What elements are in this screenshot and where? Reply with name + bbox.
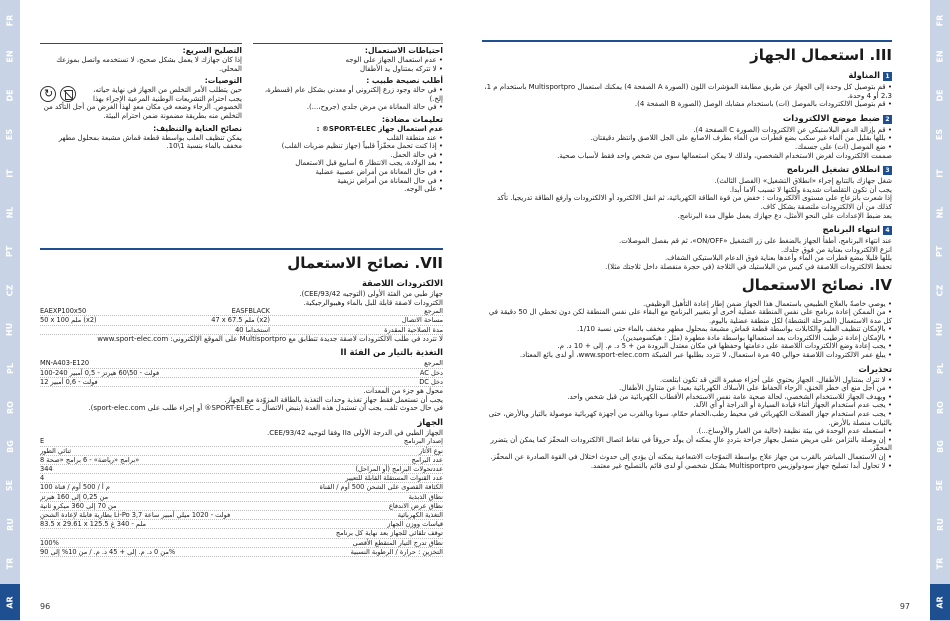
crossed-bin-icon	[60, 86, 76, 102]
lang-tab-tr[interactable]: TR	[5, 557, 15, 569]
lang-tab-ar[interactable]: AR	[0, 584, 20, 620]
contraindications-list: • عند منطقة القلب • إذا كنت تحمل محفّزاً قلبياً (جهاز تنظيم ضربات القلب) • في حالة الحمل. • بعد الولادة، يجب الانتظار 6 أسابيع قبل الاستعمال • في حال المعاناة من أمراض عصبية عضلية • في حال المعاناة من أمراض نزيفية • على الوجه.	[253, 134, 443, 194]
recommendations-text: حين يتطلب الأمر التخلص من الجهاز في نهاية حياته، يجب احترام التشريعات الوطنية المرعية الإجراء بهذا الخصوص. الرجاء وضعه في مكان معدٍ لهذا الغرض من أجل التأكد من التخلص منه بطريقة مضمونة ضمن احترام البيئة.	[43, 86, 242, 120]
lang-tab-ru[interactable]: RU	[5, 517, 15, 531]
page-number-right: 97	[899, 602, 910, 611]
cleaning-heading: نصائح العناية والتنظيف:	[153, 123, 242, 133]
lang-tab-es[interactable]: ES	[5, 128, 15, 140]
lang-tab-it[interactable]: IT	[935, 168, 945, 178]
recycle-icon	[40, 86, 56, 102]
lang-tab-nl[interactable]: NL	[5, 206, 15, 218]
lang-tab-ro[interactable]: RO	[935, 400, 945, 414]
lang-tab-pt[interactable]: PT	[5, 245, 15, 257]
charger-heading: التغذية بالتيار من الفئة II	[340, 347, 443, 358]
device-heading: الجهاز	[417, 416, 443, 427]
lang-tab-fr[interactable]: FR	[5, 14, 15, 26]
page-number-left: 96	[40, 602, 51, 611]
lang-tab-de[interactable]: DE	[5, 88, 15, 102]
section-7-title: VII. نصائح الاستعمال	[40, 248, 443, 274]
precautions-heading: احتياطات الاستعمال:	[253, 43, 443, 55]
device-table	[40, 437, 443, 557]
lang-tab-bg[interactable]: BG	[935, 439, 945, 453]
lang-tab-es[interactable]: ES	[935, 128, 945, 140]
section-3-2-list: • قم بإزالة الدعم البلاستيكي عن الالكترودات (الصورة C الصفحة 4). • بللها بقليل من الماء غير سكب بضع قطرات من الماء بطرف الاصابع على الجل اللاصق وانتظر دقيقتان. • ضع الموصل (ات) على جسمك.	[482, 126, 892, 152]
quick-fix-text: إذا كان جهازك لا يعمل بشكل صحيح، لا تستخدمه واتصل بموزعك المحلي.	[56, 56, 242, 73]
lang-tab-tr[interactable]: TR	[935, 557, 945, 569]
warnings-list: • لا تترك بمتناول الأطفال. الجهاز يحتوي على أجزاء صغيرة التي قد تكون ابتلعت. • من أجل منع أي خطر الخنق، الرجاء الحفاظ على الأسلاك الكهربائية بعيدا عن متناول الأطفال. • ويهدف الجهاز للاستخدام الشخصي، لحالة صحية عامة نفس الاستخدام الأقطاب الكهربائية من قبل شخص واحد. • يجب عدم استخدام الجهاز أثناء قيادة السيارة أو الدراجة أو أي الآلة. • يجب عدم استخدام جهاز العضلات الكهربائي في محيط رطب،الحمام حمّام، سونا وبالقرب من أجهزة كهربائية موصولة بالتيار وبالأرض، حتى بالثياب منصلة بالأرض. • استعمله عدم الوحدة في بيئة نظيفة (خالية من الغبار والأوساخ...). • إن وصلة بالتزامن على مريض متصل بجهاز جراحة بترددٍ عالٍ يمكنه أن يولّد حروقاً في نقاط اتصال الالكترودات المحفّز كما يمكن أن يتضرر المحفّز. • إن الاستعمال المباشر بالقرب من جهاز علاج بواسطة التموّجات الاشعاعية يمكنه أن يؤدي إلى حدوث اختلال في القوة الصادرة عن المحفّز. • لا تحاول أبدا تصليح جهاز سودولوزيس Multisportpro بشكل شخصي أو لدى قائم بالتصليح غير معتمد.	[482, 376, 892, 471]
cleaning-text: يمكن تنظيف العلب بواسطة قطعة قماش مشبعة بمحلول مطهر مخفف بالماء بنسبة 1\10.	[58, 133, 242, 151]
contraindications-heading: تعليمات مضادة:	[381, 114, 443, 124]
language-strip-right	[930, 0, 950, 621]
section-4-title: IV. نصائح الاستعمال	[741, 275, 892, 294]
table-row: عدد البرامج 8 برامج «رياضة» - 6 برامج «صحة»	[40, 455, 443, 464]
lang-tab-nl[interactable]: NL	[935, 206, 945, 218]
recommendations-heading: التوصيات:	[204, 76, 242, 86]
section-3-2-heading: 2ضبط موضع الالكترودات	[482, 113, 892, 124]
lang-tab-pt[interactable]: PT	[935, 245, 945, 257]
table-row: دخل AC 100-240 فولت - 50\60 هيرتز - 0,5 أمبير	[40, 368, 443, 377]
medical-advice-heading: أطلب نصيحة طبيب :	[366, 76, 443, 86]
lang-tab-hu[interactable]: HU	[935, 322, 945, 336]
table-row: نوع الأثار ثنائي الطور	[40, 446, 443, 455]
table-row: توقف تلقائي للجهاز بعد نهاية كل برنامج	[40, 529, 443, 538]
electrodes-heading: الالكترودات اللاصقة	[361, 278, 443, 288]
lang-tab-cz[interactable]: CZ	[5, 284, 15, 296]
section-3-2-note: صممت الالكترودات لغرض الاستخدام الشخصي، ولذلك لا يمكن استعمالها سوى من شخص واحد فقط لأسباب صحية.	[557, 151, 892, 160]
section-3-1-list: • قم بتوصيل كل وحدة إلى الجهاز عن طريق مطابقة المؤشرات اللون (الصورة A الصفحة 4) يمكنك استعمال Multisportpro باستخدام م 1، 2،3 أو 4 وحدة. • قم بتوصيل الالكترودات بالموصل (ات) باستخدام مشابك الوصل (الصورة B الصفحة 4).	[482, 83, 892, 109]
precautions-list: • عدم استعمال الجهاز على الوجه • لا تتركه بمتناول يد الأطفال	[253, 56, 443, 73]
table-row: التغذية الكهربائية بطارية قابلة لإعادة الشحن Li-Po 3,7 فولت - 1020 ميلي أمبير ساعة	[40, 511, 443, 519]
lang-tab-bg[interactable]: BG	[5, 439, 15, 453]
table-row: قياسات ووزن الجهاز 83.5 x 29.61 x 125.5 ملم - 340 غ	[40, 520, 443, 529]
lang-tab-pl[interactable]: PL	[935, 362, 945, 374]
table-row: إصدار البرنامج E	[40, 437, 443, 446]
table-row: الكثافة القصوى على الشحن 500 أوم / القناة 100 م أ / 500 أوم / قناة	[40, 483, 443, 492]
lang-tab-en[interactable]: EN	[935, 49, 945, 63]
lang-tab-hu[interactable]: HU	[5, 322, 15, 336]
quickfix-column	[40, 40, 242, 245]
precautions-column	[253, 40, 443, 245]
section-7-column: VII. نصائح الاستعمال الالكترودات اللاصقة جهاز طبي من الفئة الأولى (التوجيه 93/42/CEE). الكترودات لاصقة قابلة للبل بالماء وهيبوالرجيكية. المرجع EAEXP100x50 EASFBLACK مساحة الاتصال 50 x 100 ملم (x2) 47 x 67.5 ملم (x2) مدة الصلاحية المقدرة 40 استخداما لا تتردد في طلب الالكترودات لاصقة جديدة تتطابق مع Multisportpro على الموقع الإلكتروني: www.sport-elec.com التغذية بالتيار من الفئة II المرجع MN-A403-E120 دخل AC 100-240 فولت - 50\60 هيرتز - 0,5 أمبير دخل DC 12 فولت - 0,6 أمبير محول هو جزء من المعدات. يجب أن تستعمل فقط جهاز تغذية وحدات التغذية بالطاقة المزوّدة مع الجهاز. في حال حدوث تلف، يجب أن تستبدل هذه الغدة (بنبض الاتصال بـ SPORT-ELEC® أو إجراء طلب على sport-elec.com). الجهاز الجهاز الطبي في الدرجة الأولى IIa وفقا لتوجيه 93/42/CEE. إصدار البرنامج E نوع الأثار ثنائي الطور عدد البرامج 8 برامج «رياضة» - 6 برامج «صحة» عددتحولات البرامج (أو المراحل) 344 عدد القنوات المستقلة القابلة للتعيير 4 الكثافة القصوى على الشحن 500 أوم / القناة 100 م أ / 500 أوم / قناة نطاق الذبذبة من 0,25 إلى 160 هيرتز نطاق عرض الاندفاع من 70 إلى 360 ميكرو ثانية التغذية الكهربائية بطارية قابلة لإعادة الشحن Li-Po 3,7 فولت - 1020 ميلي أمبير ساعة قياسات ووزن الجهاز 83.5 x 29.61 x 125.5 ملم - 340 غ توقف تلقائي للجهاز بعد نهاية كل برنامج نطاق تدرج التيار المتقطع الأقصى 100% التخزين : حرارة / الرطوبة النسبية من 0 د. م. إلى + 45 د. م. / من 10% إلى 90%	[40, 248, 443, 593]
lang-tab-se[interactable]: SE	[5, 479, 15, 491]
table-row: عدد القنوات المستقلة القابلة للتعيير 4	[40, 474, 443, 483]
section-4-list: • يوصي خاصةً بالعلاج الطبيعي باستعمال هذا الجهاز ضمن إطار إعادة التأهيل الوظيفي. • من الممكن إعادة برنامج على نفس المنطقة عضلية أخرى أو بتغيير البرنامج مع البقاء على نفس المنطقة لكن دون تخطي ال 50 دقيقة في كل مدة الاستعمال (المرحلة النشطة) لكل منطقة عضلية باليوم. • بالإمكان تنظيف العلبة والكابلات بواسطة قطعة قماش مشبعة بمحلول مطهر مخفف بالماء حتى نسبة 1/10. • بالإمكان إعادة ترطيب الالكترودات بعد استعمالها بواسطة مادة مطهرة (مثل : هيكسوميدين). • يجب إعادة وضع الالكترودات اللاصقة على دعامتها وحفظها في مكان معتدل البرودة من + 5 د. م. إلى + 10 د. م. • يبلغ عمر الالكترودات اللاصقة حوالي 40 مرة استعمال، لا تتردد بطلبها عبر الشبكة www.sport-elec.com، أو لدى بائع المعتاد.	[482, 300, 892, 360]
lang-tab-se[interactable]: SE	[935, 479, 945, 491]
section-3-3-heading: 3انطلاق تشغيل البرنامج	[482, 164, 892, 175]
table-row: دخل DC 12 فولت - 0,6 أمبير	[40, 377, 443, 386]
quick-fix-heading: التصليح السريع:	[40, 43, 242, 55]
lang-tab-ru[interactable]: RU	[935, 517, 945, 531]
charger-table	[40, 359, 443, 387]
lang-tab-it[interactable]: IT	[5, 168, 15, 178]
table-row: نطاق الذبذبة من 0,25 إلى 160 هيرتز	[40, 492, 443, 501]
lang-tab-cz[interactable]: CZ	[935, 284, 945, 296]
section-3-title: III. استعمال الجهاز	[482, 40, 892, 66]
table-row: مدة الصلاحية المقدرة 40 استخداما	[40, 326, 443, 335]
contraindications-intro: عدم استعمال جهاز SPORT-ELEC® :	[316, 124, 443, 133]
order-electrodes-note: لا تتردد في طلب الالكترودات لاصقة جديدة تتطابق مع Multisportpro على الموقع الإلكتروني: www.sport-elec.com	[97, 334, 443, 343]
table-row: نطاق تدرج التيار المتقطع الأقصى 100%	[40, 538, 443, 547]
right-page-column: III. استعمال الجهاز 1المناولة • قم بتوصيل كل وحدة إلى الجهاز عن طريق مطابقة المؤشرات اللون (الصورة A الصفحة 4) يمكنك استعمال Multisportpro باستخدام م 1، 2،3 أو 4 وحدة. • قم بتوصيل الالكترودات بالموصل (ات) باستخدام مشابك الوصل (الصورة B الصفحة 4). 2ضبط موضع الالكترودات • قم بإزالة الدعم البلاستيكي عن الالكترودات (الصورة C الصفحة 4). • بللها بقليل من الماء غير سكب بضع قطرات من الماء بطرف الاصابع على الجل اللاصق وانتظر دقيقتان. • ضع الموصل (ات) على جسمك. صممت الالكترودات لغرض الاستخدام الشخصي، ولذلك لا يمكن استعمالها سوى من شخص واحد فقط لأسباب صحية. 3انطلاق تشغيل البرنامج شغل جهازك بالتتابع إجراء «انطلاق التشغيل» (الفصل الثالث). يجب أن تكون التقلصات شديدة ولكنها لا تسبب آلاما أبدا. إذا شعرت بانزعاج على مستوى الالكترودات : خفض من قوة الطاقة الكهربائية، ثم انقل الالكترود أو الالكترودات وارفع الطاقة تدريجيا. تأكد كذلك من أن الالكترودات ملتصقة بشكل كاف. بعد ضبط الإعدادات على النحو الأمثل، دع جهازك يعمل طوال مدة البرنامج. 4انتهاء البرنامج عند انتهاء البرنامج، أطفأ الجهاز بالضغط على زر التشغيل «ON/OFF»، ثم قم بفصل الموصلات. انزع الالكترودات بعناية من فوق جلدك. بللها قليلا ببضع قطرات من الماء وأعدها بعناية فوق الدعام البلاستيكي الشفاف. تحفظ الالكترودات اللاصقة في كيس من البلاستيك في الثلاجة (في حجرة منفصلة داخل ثلاجتك مثلا). IV. نصائح الاستعمال • يوصي خاصةً بالعلاج الطبيعي باستعمال هذا الجهاز ضمن إطار إعادة التأهيل الوظيفي. • من الممكن إعادة برنامج على نفس المنطقة عضلية أخرى أو بتغيير البرنامج مع البقاء على نفس المنطقة لكن دون تخطي ال 50 دقيقة في كل مدة الاستعمال (المرحلة النشطة) لكل منطقة عضلية باليوم. • بالإمكان تنظيف العلبة والكابلات بواسطة قطعة قماش مشبعة بمحلول مطهر مخفف بالماء حتى نسبة 1/10. • بالإمكان إعادة ترطيب الالكترودات بعد استعمالها بواسطة مادة مطهرة (مثل : هيكسوميدين). • يجب إعادة وضع الالكترودات اللاصقة على دعامتها وحفظها في مكان معتدل البرودة من + 5 د. م. إلى + 10 د. م. • يبلغ عمر الالكترودات اللاصقة حوالي 40 مرة استعمال، لا تتردد بطلبها عبر الشبكة www.sport-elec.com، أو لدى بائع المعتاد. تحذيرات • لا تترك بمتناول الأطفال. الجهاز يحتوي على أجزاء صغيرة التي قد تكون ابتلعت. • من أجل منع أي خطر الخنق، الرجاء الحفاظ على الأسلاك الكهربائية بعيدا عن متناول الأطفال. • ويهدف الجهاز للاستخدام الشخصي، لحالة صحية عامة نفس الاستخدام الأقطاب الكهربائية من قبل شخص واحد. • يجب عدم استخدام الجهاز أثناء قيادة السيارة أو الدراجة أو أي الآلة. • يجب عدم استخدام جهاز العضلات الكهربائي في محيط رطب،الحمام حمّام، سونا وبالقرب من أجهزة كهربائية موصولة بالتيار وبالأرض، حتى بالثياب منصلة بالأرض. • استعمله عدم الوحدة في بيئة نظيفة (خالية من الغبار والأوساخ...). • إن وصلة بالتزامن على مريض متصل بجهاز جراحة بترددٍ عالٍ يمكنه أن يولّد حروقاً في نقاط اتصال الالكترودات المحفّز كما يمكن أن يتضرر المحفّز. • إن الاستعمال المباشر بالقرب من جهاز علاج بواسطة التموّجات الاشعاعية يمكنه أن يؤدي إلى حدوث اختلال في القوة الصادرة عن المحفّز. • لا تحاول أبدا تصليح جهاز سودولوزيس Multisportpro بشكل شخصي أو لدى قائم بالتصليح غير معتمد.	[482, 40, 892, 610]
lang-tab-fr[interactable]: FR	[935, 14, 945, 26]
lang-tab-de[interactable]: DE	[935, 88, 945, 102]
lang-tab-ar[interactable]: AR	[930, 584, 950, 620]
section-3-4-heading: 4انتهاء البرنامج	[482, 224, 892, 235]
lang-tab-ro[interactable]: RO	[5, 400, 15, 414]
table-row: المرجع EAEXP100x50 EASFBLACK	[40, 307, 443, 316]
electrodes-table	[40, 307, 443, 335]
lang-tab-pl[interactable]: PL	[5, 362, 15, 374]
lang-tab-en[interactable]: EN	[5, 49, 15, 63]
table-row: المرجع MN-A403-E120	[40, 359, 443, 368]
table-row: التخزين : حرارة / الرطوبة النسبية من 0 د. م. إلى + 45 د. م. / من 10% إلى 90%	[40, 547, 443, 556]
table-row: عددتحولات البرامج (أو المراحل) 344	[40, 464, 443, 473]
table-row: مساحة الاتصال 50 x 100 ملم (x2) 47 x 67.5 ملم (x2)	[40, 316, 443, 325]
warnings-heading: تحذيرات	[858, 363, 892, 374]
recycle-icons	[40, 86, 76, 102]
language-strip-left	[0, 0, 20, 621]
section-3-1-heading: 1المناولة	[482, 70, 892, 81]
medical-advice-list: • في حالة وجود زرع إلكتروني أو معدني بشكل عام (قسطرة، إلخ.) • في حالة المعاناة من مرض جلدي (جروح،...).	[253, 86, 443, 112]
table-row: نطاق عرض الاندفاع من 70 إلى 360 ميكرو ثانية	[40, 501, 443, 510]
